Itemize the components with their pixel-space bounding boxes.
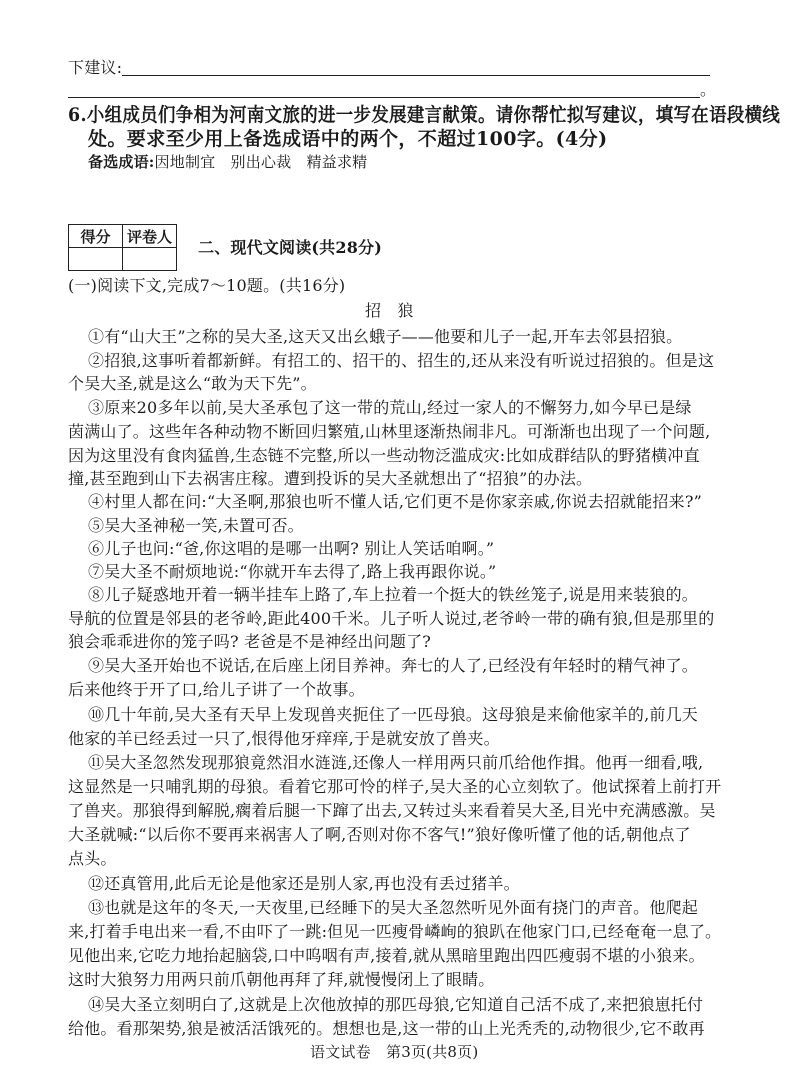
article-line: ④村里人都在问:“大圣啊,那狼也听不懂人话,它们更不是你家亲戚,你说去招就能招来?” — [88, 492, 702, 511]
article-line: 见他出来,它吃力地抬起脑袋,口中呜咽有声,接着,就从黑暗里跑出四匹瘦弱不堪的小狼来。 — [68, 946, 705, 965]
score-header: 得分 — [69, 225, 123, 248]
article-line: 他家的羊已经丢过一只了,恨得他牙痒痒,于是就安放了兽夹。 — [68, 729, 500, 748]
article-line: 茵满山了。这些年各种动物不断回归繁殖,山林里逐渐热闹非凡。可渐渐也出现了一个问题, — [68, 422, 711, 441]
article-line: ⑥儿子也问:“爸,你这唱的是哪一出啊? 别让人笑话咱啊。” — [88, 539, 495, 558]
article-line: 个吴大圣,就是这么“敢为天下先”。 — [68, 374, 317, 393]
article-line: 这显然是一只哺乳期的母狼。看着它那可怜的样子,吴大圣的心立刻软了。他试探着上前打开 — [68, 777, 722, 796]
article-line: ⑫还真管用,此后无论是他家还是别人家,再也没有丢过猪羊。 — [88, 874, 520, 893]
article-line: 点头。 — [68, 849, 117, 868]
idioms-list: 因地制宜 别出心裁 精益求精 — [154, 153, 368, 171]
article-line: ⑬也就是这年的冬天,一天夜里,已经睡下的吴大圣忽然听见外面有挠门的声音。他爬起 — [88, 898, 698, 917]
article-line: ⑧儿子疑惑地开着一辆半挂车上路了,车上拉着一个挺大的铁丝笼子,说是用来装狼的。 — [88, 585, 698, 604]
article-line: 给他。看那架势,狼是被活活饿死的。想想也是,这一带的山上光秃秃的,动物很少,它不敢再 — [68, 1019, 705, 1038]
score-cell — [69, 248, 123, 271]
end-mark: 。 — [700, 80, 717, 99]
article-line: 这时大狼努力用两只前爪朝他再拜了拜,就慢慢闭上了眼睛。 — [68, 970, 495, 989]
suggestion-label: 下建议: — [68, 58, 123, 77]
score-table — [68, 224, 177, 271]
article-line: 因为这里没有食肉猛兽,生态链不完整,所以一些动物泛滥成灾:比如成群结队的野猪横冲直 — [68, 446, 700, 465]
section-heading: 二、现代文阅读(共28分) — [198, 238, 383, 257]
article-line: 撞,甚至跑到山下去祸害庄稼。遭到投诉的吴大圣就想出了“招狼”的办法。 — [68, 469, 593, 488]
article-line: ⑭吴大圣立刻明白了,这就是上次他放掉的那匹母狼,它知道自己活不成了,来把狼崽托付 — [88, 995, 704, 1014]
article-line: 后来他终于开了口,给儿子讲了一个故事。 — [68, 680, 365, 699]
article-line: 来,打着手电出来一看,不由吓了一跳:但见一匹瘦骨嶙峋的狼趴在他家门口,已经奄奄一息了。 — [68, 922, 722, 941]
idioms-row — [88, 152, 367, 172]
grader-cell — [123, 248, 177, 271]
article-line: 大圣就喊:“以后你不要再来祸害人了啊,否则对你不客气!”狼好像听懂了他的话,朝他点了 — [68, 825, 691, 844]
article-line: ⑤吴大圣神秘一笑,未置可否。 — [88, 516, 304, 535]
article-line: 狼会乖乖进你的笼子吗? 老爸是不是神经出问题了? — [68, 632, 432, 651]
article-line: ①有“山大王”之称的吴大圣,这天又出幺蛾子——他要和儿子一起,开车去邻县招狼。 — [88, 327, 683, 346]
question-6-line-2: 处。要求至少用上备选成语中的两个，不超过100字。(4分) — [88, 128, 608, 150]
article-title: 招 狼 — [365, 301, 414, 320]
article-line: ⑪吴大圣忽然发现那狼竟然泪水涟涟,还像人一样用两只前爪给他作揖。他再一细看,哦, — [88, 753, 704, 772]
article-line: ⑨吴大圣开始也不说话,在后座上闭目养神。奔七的人了,已经没有年轻时的精气神了。 — [88, 656, 698, 675]
article-line: 导航的位置是邻县的老爷岭,距此400千米。儿子听人说过,老爷岭一带的确有狼,但是那里的 — [68, 609, 715, 628]
article-line: 了兽夹。那狼得到解脱,瘸着后腿一下蹿了出去,又转过头来看着吴大圣,目光中充满感激。吴 — [68, 801, 716, 820]
article-line: ②招狼,这事听着都新鲜。有招工的、招干的、招生的,还从来没有听说过招狼的。但是这 — [88, 351, 715, 370]
grader-header: 评卷人 — [123, 225, 177, 248]
idioms-label: 备选成语: — [88, 153, 155, 171]
answer-line-2 — [68, 97, 700, 98]
page-footer: 语文试卷 第3页(共8页) — [310, 1043, 479, 1061]
article-line: ⑩几十年前,吴大圣有天早上发现兽夹扼住了一匹母狼。这母狼是来偷他家羊的,前几天 — [88, 705, 698, 724]
answer-line-1 — [122, 75, 710, 76]
reading-sub-heading: (一)阅读下文,完成7～10题。(共16分) — [68, 276, 346, 295]
question-6-line-1: 6.小组成员们争相为河南文旅的进一步发展建言献策。请你帮忙拟写建议，填写在语段横线 — [68, 104, 781, 126]
article-line: ③原来20多年以前,吴大圣承包了这一带的荒山,经过一家人的不懈努力,如今早已是绿 — [88, 398, 692, 417]
article-line: ⑦吴大圣不耐烦地说:“你就开车去得了,路上我再跟你说。” — [88, 562, 497, 581]
